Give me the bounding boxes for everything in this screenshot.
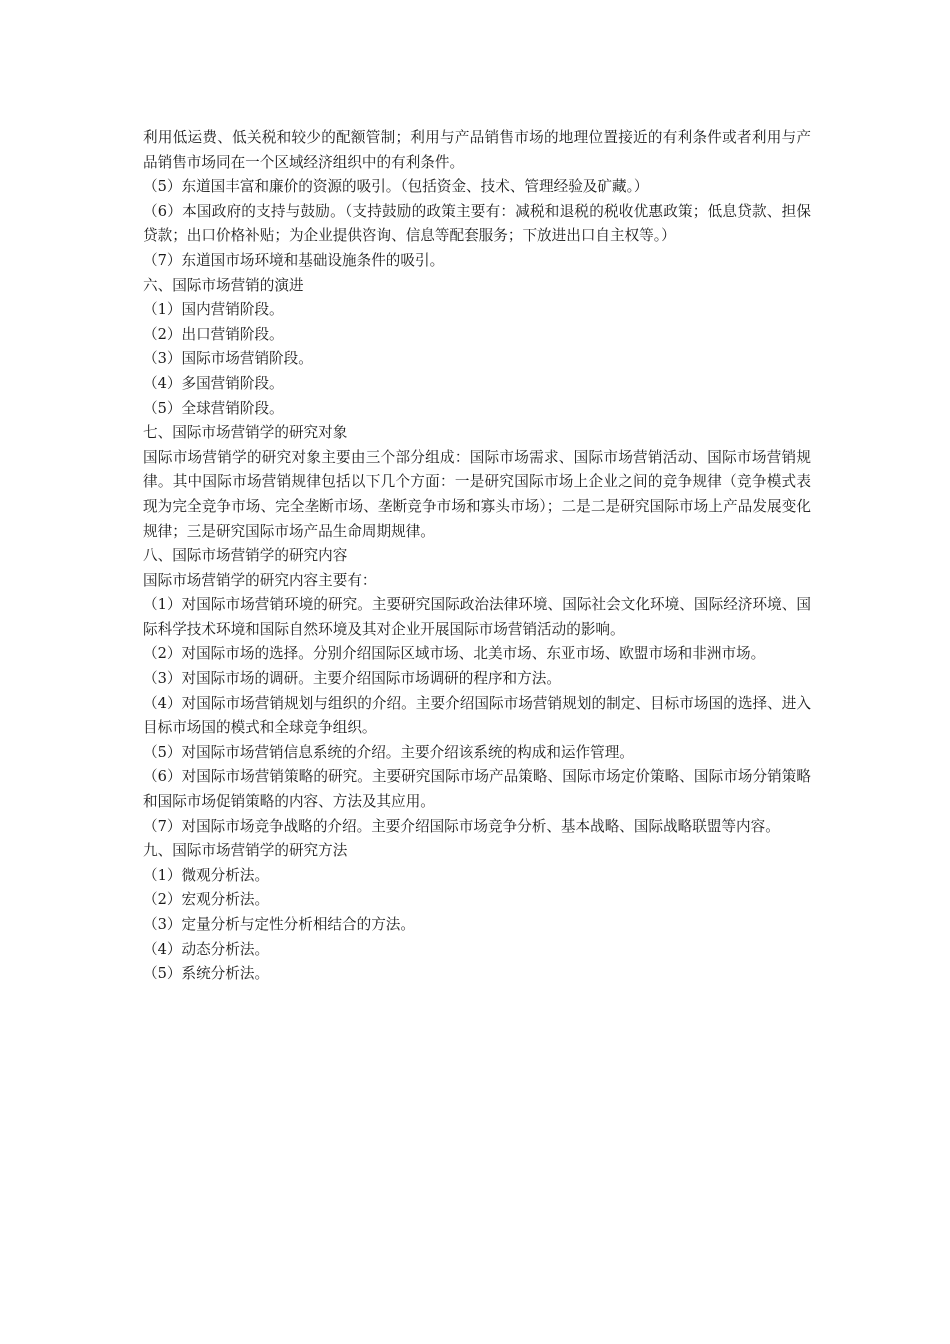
paragraph: 利用低运费、低关税和较少的配额管制；利用与产品销售市场的地理位置接近的有利条件或者利用与产品销售市场同在一个区域经济组织中的有利条件。 [143, 129, 811, 171]
section-heading: 六、国际市场营销的演进 [143, 276, 304, 294]
section-heading: 八、国际市场营销学的研究内容 [143, 547, 348, 565]
list-item: （3）对国际市场的调研。主要介绍国际市场调研的程序和方法。 [143, 670, 561, 688]
list-item: （6）本国政府的支持与鼓励。（支持鼓励的政策主要有：减税和退税的税收优惠政策；低息贷款、担保贷款；出口价格补贴；为企业提供咨询、信息等配套服务；下放进出口自主权等。） [143, 202, 811, 245]
list-item: （1）对国际市场营销环境的研究。主要研究国际政治法律环境、国际社会文化环境、国际经济环境、国际科学技术环境和国际自然环境及其对企业开展国际市场营销活动的影响。 [143, 596, 811, 638]
list-item: （4）多国营销阶段。 [143, 374, 284, 392]
list-item: （1）国内营销阶段。 [143, 301, 284, 319]
list-item: （5）系统分析法。 [143, 965, 270, 983]
list-item: （3）国际市场营销阶段。 [143, 350, 313, 368]
list-item: （7）对国际市场竞争战略的介绍。主要介绍国际市场竞争分析、基本战略、国际战略联盟等内容。 [143, 817, 780, 835]
list-item: （5）东道国丰富和廉价的资源的吸引。（包括资金、技术、管理经验及矿藏。） [143, 178, 649, 196]
list-item: （5）全球营销阶段。 [143, 399, 284, 417]
list-item: （4）动态分析法。 [143, 940, 270, 958]
list-item: （7）东道国市场环境和基础设施条件的吸引。 [143, 251, 445, 269]
paragraph: 国际市场营销学的研究对象主要由三个部分组成：国际市场需求、国际市场营销活动、国际市场营销规律。其中国际市场营销规律包括以下几个方面：一是研究国际市场上企业之间的竞争规律（竞争模式表现为完全竞争市场、完全垄断市场、垄断竞争市场和寡头市场）；二是二是研究国际市场上产品发展变化规律；三是研究国际市场产品生命周期规律。 [143, 448, 811, 540]
document-page [143, 126, 811, 987]
list-item: （4）对国际市场营销规划与组织的介绍。主要介绍国际市场营销规划的制定、目标市场国的选择、进入目标市场国的模式和全球竞争组织。 [143, 694, 811, 737]
list-item: （5）对国际市场营销信息系统的介绍。主要介绍该系统的构成和运作管理。 [143, 743, 634, 761]
list-item: （6）对国际市场营销策略的研究。主要研究国际市场产品策略、国际市场定价策略、国际市场分销策略和国际市场促销策略的内容、方法及其应用。 [143, 768, 811, 811]
list-item: （2）宏观分析法。 [143, 891, 270, 909]
list-item: （1）微观分析法。 [143, 866, 270, 884]
section-heading: 七、国际市场营销学的研究对象 [143, 424, 348, 442]
list-item: （3）定量分析与定性分析相结合的方法。 [143, 916, 415, 933]
list-item: （2）出口营销阶段。 [143, 325, 284, 343]
list-item: （2）对国际市场的选择。分别介绍国际区域市场、北美市场、东亚市场、欧盟市场和非洲市场。 [143, 645, 766, 663]
section-heading: 九、国际市场营销学的研究方法 [143, 842, 348, 860]
paragraph: 国际市场营销学的研究内容主要有： [143, 571, 377, 589]
